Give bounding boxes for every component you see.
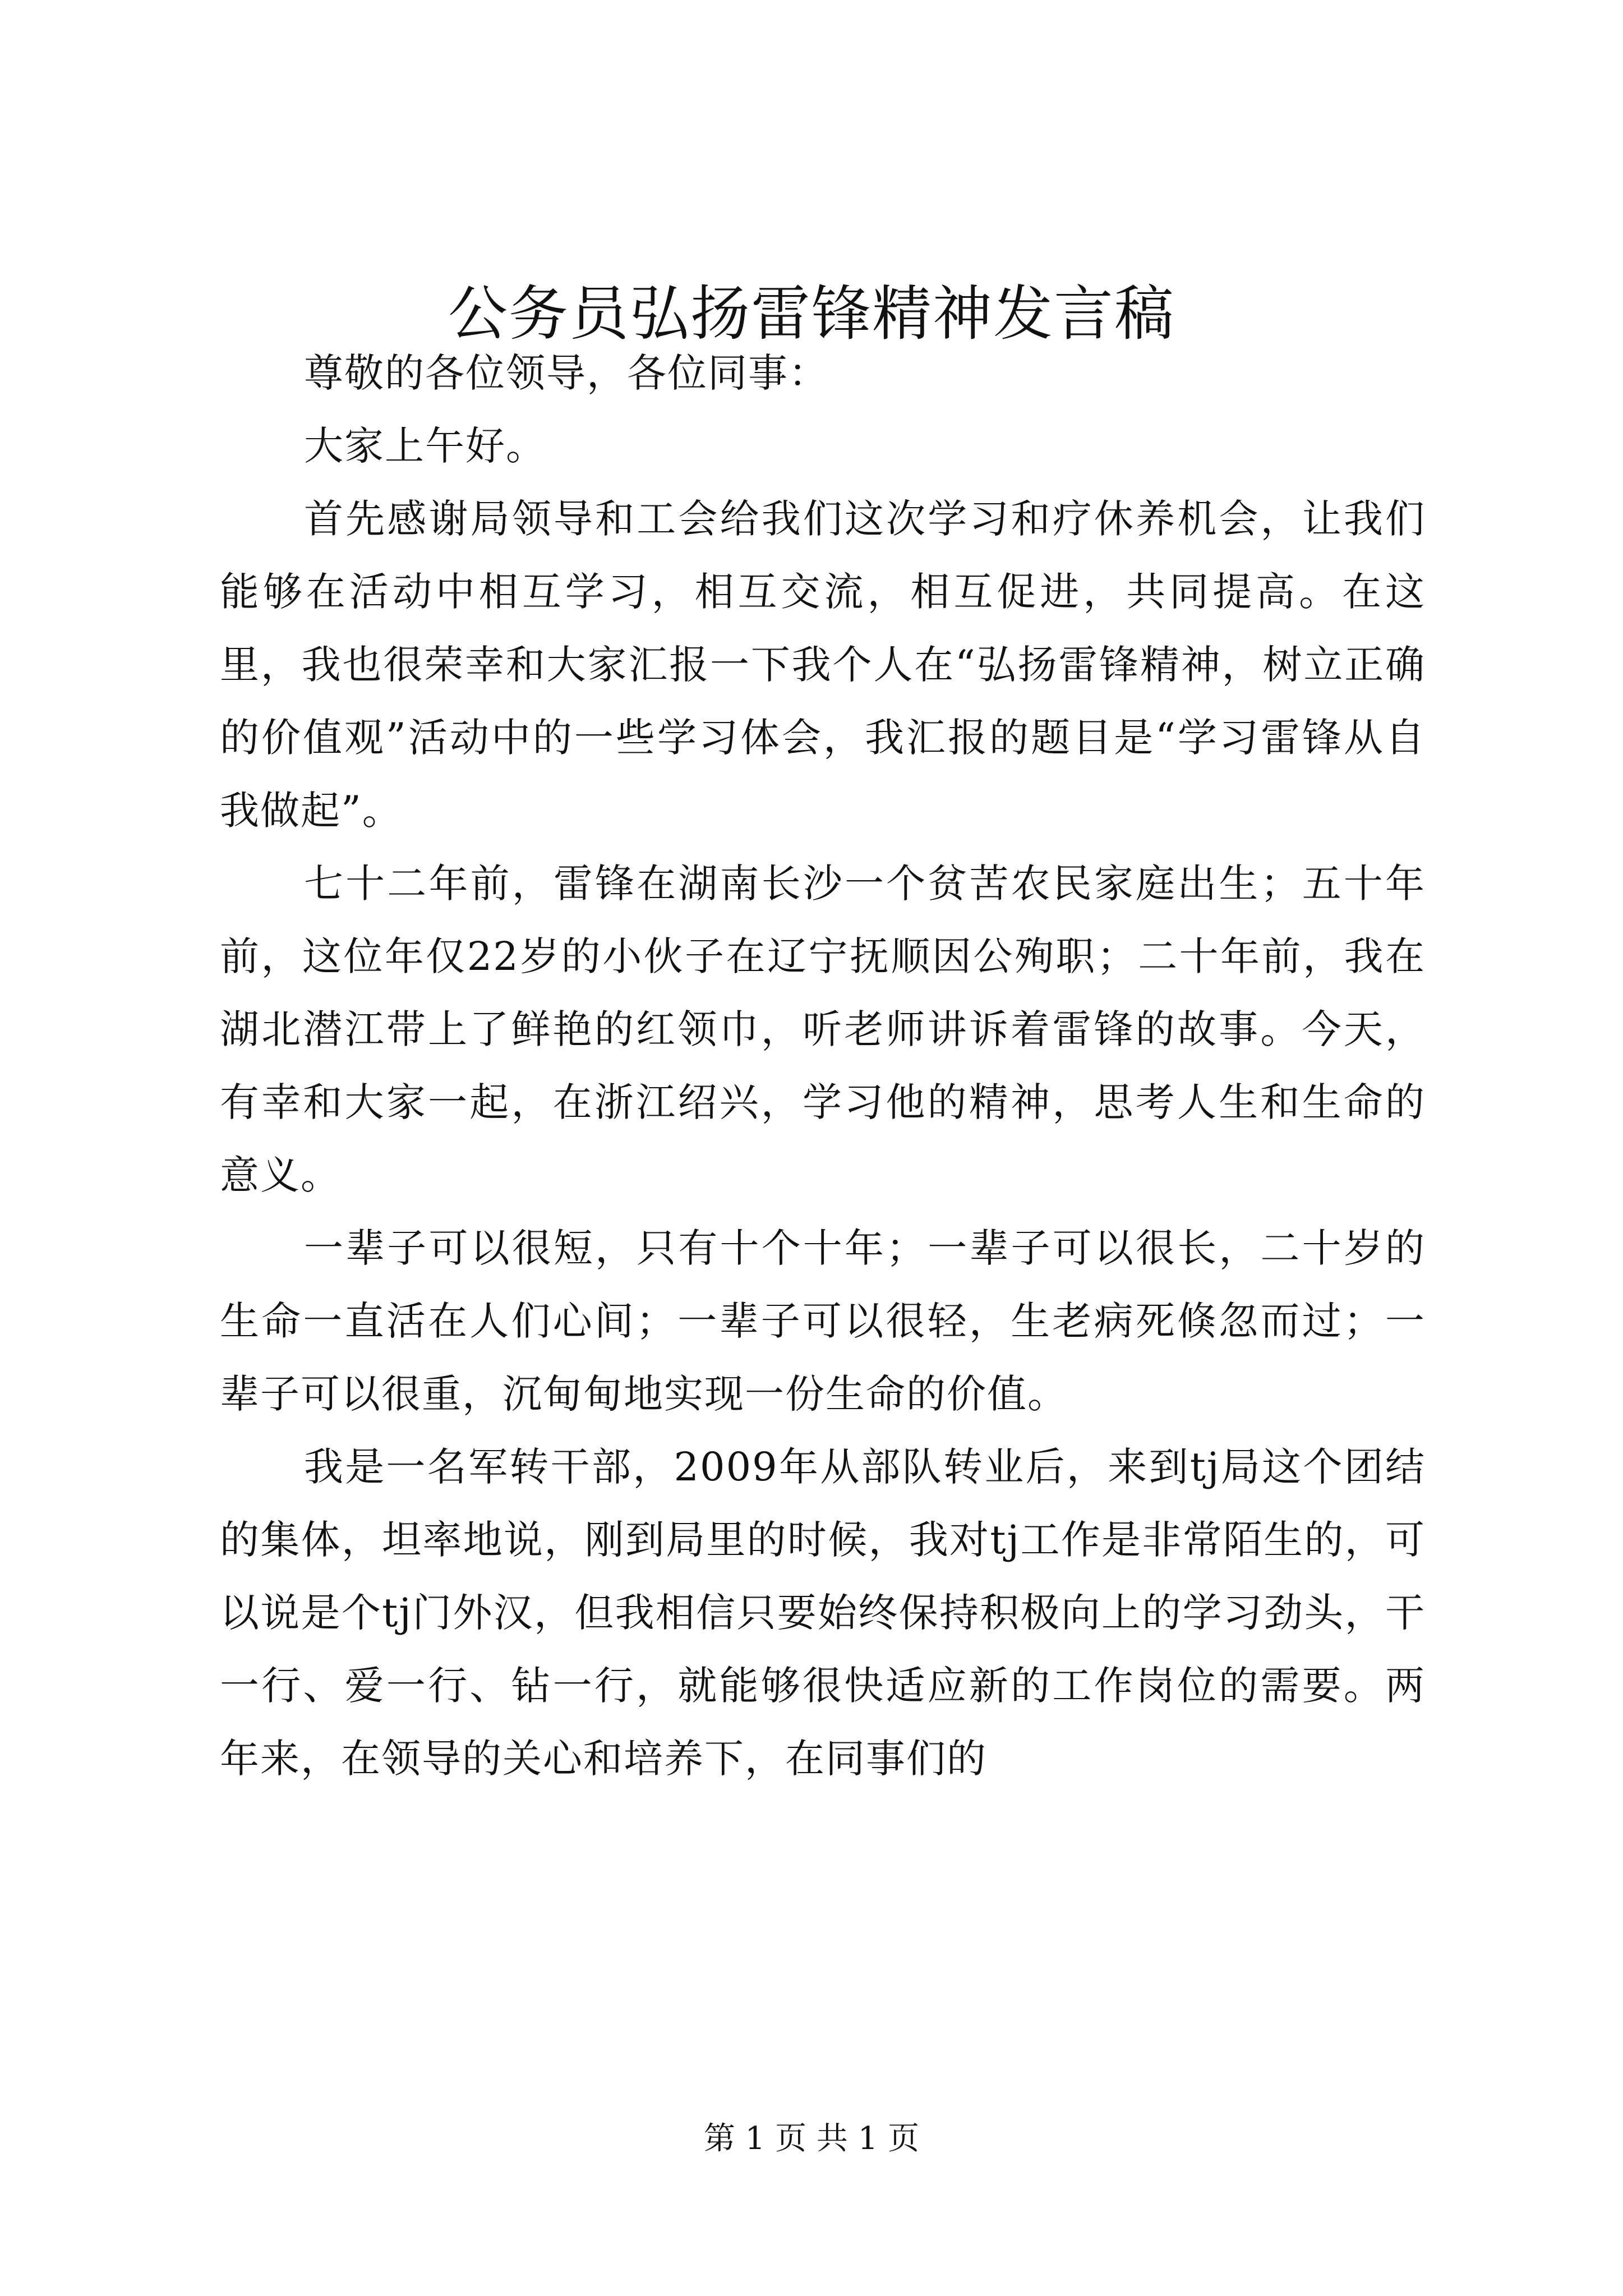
document-body <box>220 337 1426 1795</box>
paragraph-thanks: 首先感谢局领导和工会给我们这次学习和疗休养机会，让我们能够在活动中相互学习，相互交流，相互促进，共同提高。在这里，我也很荣幸和大家汇报一下我个人在“弘扬雷锋精神，树立正确的价值观”活动中的一些学习体会，我汇报的题目是“学习雷锋从自我做起”。 <box>220 496 1426 834</box>
document-title: 公务员弘扬雷锋精神发言稿 <box>448 279 1175 348</box>
paragraph-greeting: 大家上午好。 <box>304 423 546 469</box>
paragraph-lifetime: 一辈子可以很短，只有十个十年；一辈子可以很长，二十岁的生命一直活在人们心间；一辈子可以很轻，生老病死倏忽而过；一辈子可以很重，沉甸甸地实现一份生命的价值。 <box>220 1225 1426 1417</box>
paragraph-salutation: 尊敬的各位领导，各位同事： <box>304 350 829 396</box>
page-footer: 第 1 页 共 1 页 <box>703 2120 920 2157</box>
paragraph-leifeng-history: 七十二年前，雷锋在湖南长沙一个贫苦农民家庭出生；五十年前，这位年仅22岁的小伙子在辽宁抚顺因公殉职；二十年前，我在湖北潜江带上了鲜艳的红领巾，听老师讲诉着雷锋的故事。今天，有幸和大家一起，在浙江绍兴，学习他的精神，思考人生和生命的意义。 <box>220 861 1426 1198</box>
paragraph-personal-experience: 我是一名军转干部，2009年从部队转业后，来到tj局这个团结的集体，坦率地说，刚到局里的时候，我对tj工作是非常陌生的，可以说是个tj门外汉，但我相信只要始终保持积极向上的学习劲头，干一行、爱一行、钻一行，就能够很快适应新的工作岗位的需要。两年来，在领导的关心和培养下，在同事们的 <box>220 1444 1426 1782</box>
